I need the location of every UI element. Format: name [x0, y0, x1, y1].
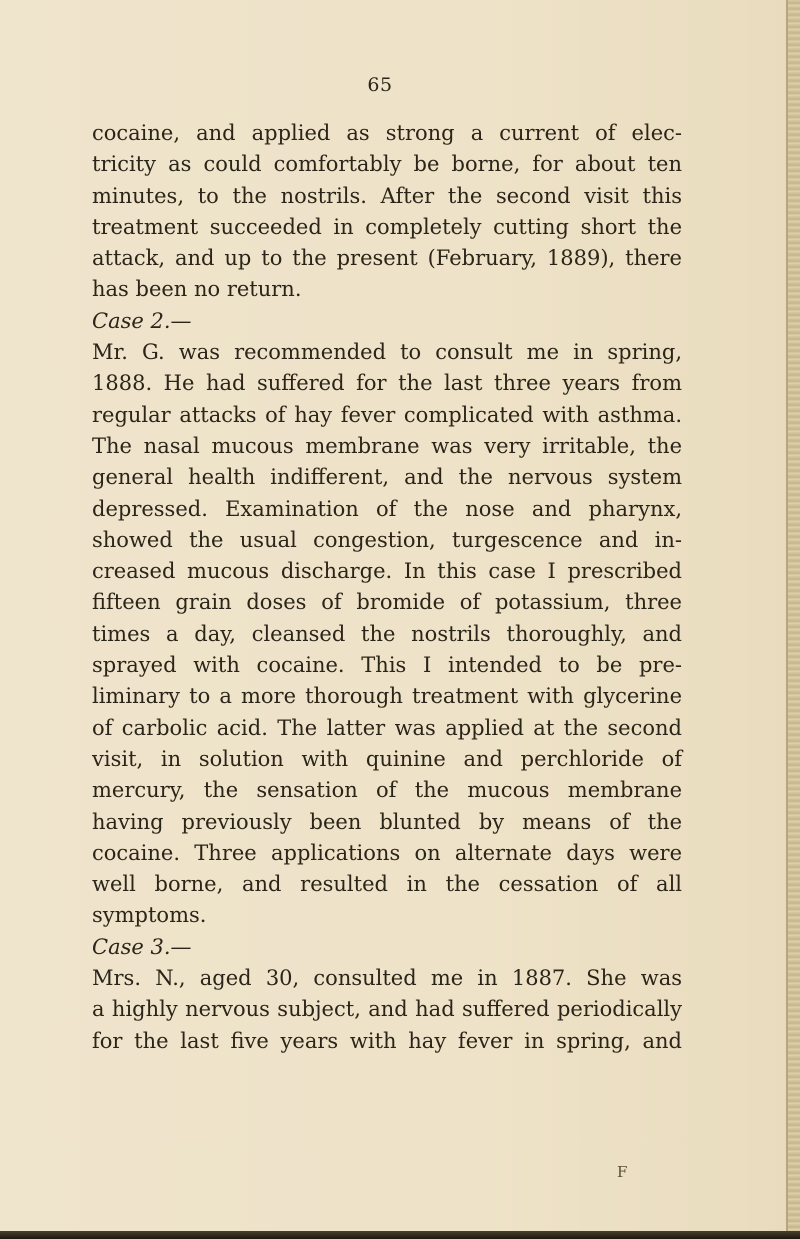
text-line: Mrs. N., aged 30, consulted me in 1887. She was — [92, 966, 682, 991]
case-heading: Case 2.— — [92, 308, 192, 333]
text-line: visit, in solution with quinine and perchloride of — [92, 746, 682, 771]
signature-mark: F — [617, 1163, 628, 1181]
text-line: treatment succeeded in completely cutting short the — [92, 214, 682, 239]
text-line: of carbolic acid. The latter was applied at the second — [92, 715, 682, 740]
text-line: cocaine, and applied as strong a current of elec- — [92, 121, 682, 145]
text-line: liminary to a more thorough treatment with glycerine — [92, 684, 682, 709]
text-line: attack, and up to the present (February, 1889), there — [92, 246, 682, 271]
text-line: for the last five years with hay fever in spring, and — [92, 1028, 682, 1053]
text-line: mercury, the sensation of the mucous membrane — [92, 778, 682, 803]
text-line: regular attacks of hay fever complicated with asthma. — [92, 402, 682, 427]
page-edge — [786, 0, 800, 1239]
text-line: 1888. He had suffered for the last three years from — [92, 371, 682, 396]
bottom-rule — [0, 1231, 800, 1239]
text-line: depressed. Examination of the nose and pharynx, — [92, 496, 682, 521]
page-number: 65 — [367, 74, 393, 96]
case-heading: Case 3.— — [92, 934, 192, 959]
text-line: having previously been blunted by means of the — [92, 809, 682, 834]
text-line: well borne, and resulted in the cessation of all — [92, 872, 682, 897]
text-line: times a day, cleansed the nostrils thoroughly, and — [92, 621, 682, 646]
text-line: cocaine. Three applications on alternate days were — [92, 840, 682, 865]
text-line: a highly nervous subject, and had suffered periodically — [92, 997, 682, 1022]
text-line: sprayed with cocaine. This I intended to be pre- — [92, 653, 682, 678]
text-line: tricity as could comfortably be borne, for about ten — [92, 152, 682, 177]
text-line: creased mucous discharge. In this case I prescribed — [92, 559, 682, 584]
text-line: The nasal mucous membrane was very irritable, the — [92, 433, 682, 458]
text-line: showed the usual congestion, turgescence and in- — [92, 527, 682, 552]
text-line: Mr. G. was recommended to consult me in spring, — [92, 340, 682, 365]
text-line: symptoms. — [92, 903, 207, 928]
text-line: general health indifferent, and the nervous system — [92, 465, 682, 490]
body-text — [92, 118, 682, 1057]
text-line: has been no return. — [92, 277, 302, 302]
text-line: minutes, to the nostrils. After the second visit this — [92, 183, 682, 208]
text-line: fifteen grain doses of bromide of potassium, three — [92, 590, 682, 615]
